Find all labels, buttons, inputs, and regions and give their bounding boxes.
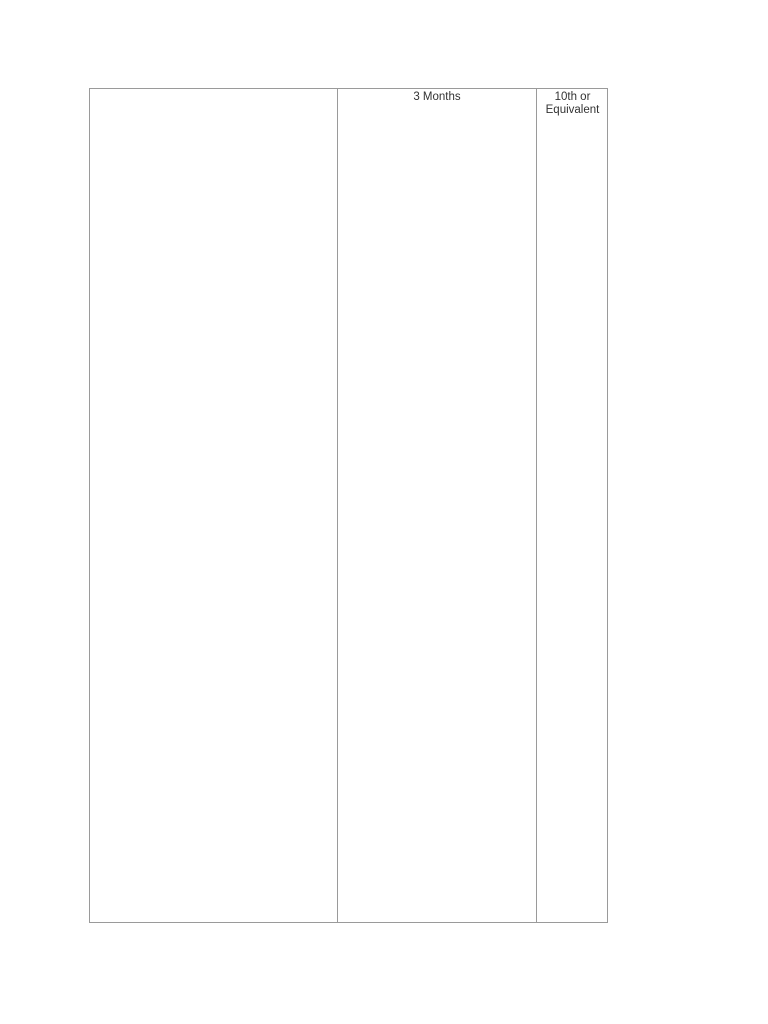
eligibility-line: Equivalent bbox=[545, 104, 600, 116]
eligibility-cell bbox=[537, 91, 608, 117]
duration-cell: 3 Months bbox=[413, 91, 461, 103]
eligibility-line: 10th or bbox=[554, 91, 591, 103]
column-divider bbox=[536, 89, 537, 922]
column-divider bbox=[337, 89, 338, 922]
syllabus-table bbox=[89, 88, 608, 923]
